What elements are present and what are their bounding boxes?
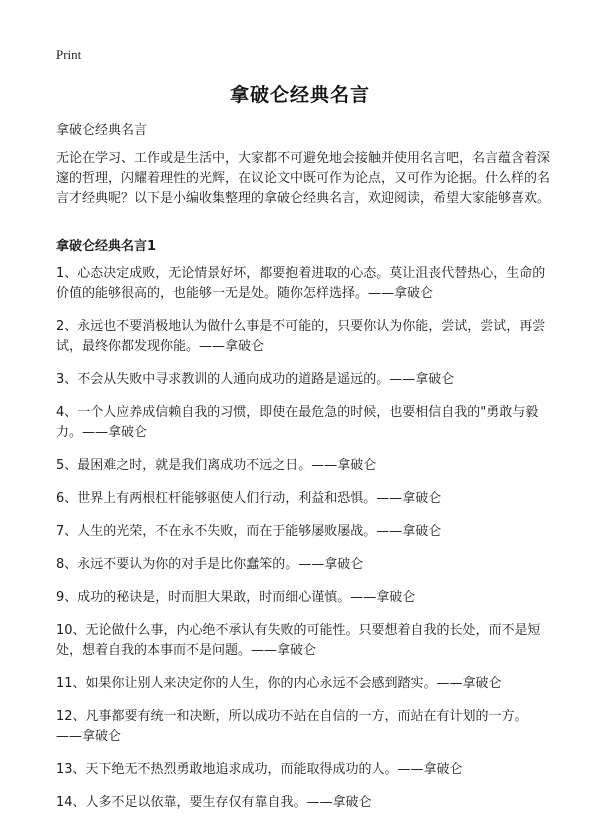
quote-list (56, 264, 552, 826)
quote-item: 2、永远也不要消极地认为做什么事是不可能的，只要你认为你能，尝试，尝试，再尝试，最终你都发现你能。——拿破仑 (56, 319, 546, 354)
quote-item: 5、最困难之时，就是我们离成功不远之日。——拿破仑 (56, 458, 377, 473)
quote-item: 3、不会从失败中寻求教训的人通向成功的道路是遥远的。——拿破仑 (56, 372, 455, 387)
quote-item: 7、人生的光荣，不在永不失败，而在于能够屡败屡战。——拿破仑 (56, 524, 442, 539)
quote-item: 4、一个人应养成信赖自我的习惯，即使在最危急的时候，也要相信自我的"勇敢与毅力。——拿破仑 (56, 405, 539, 440)
quote-item: 8、永远不要认为你的对手是比你蠢笨的。——拿破仑 (56, 557, 364, 572)
quote-item: 14、人多不足以依靠，要生存仅有靠自我。——拿破仑 (56, 795, 372, 810)
quote-item: 13、天下绝无不热烈勇敢地追求成功，而能取得成功的人。——拿破仑 (56, 762, 463, 777)
quote-item: 9、成功的秘诀是，时而胆大果敢，时而细心谨慎。——拿破仑 (56, 590, 416, 605)
intro-paragraph: 无论在学习、工作或是生活中，大家都不可避免地会接触并使用名言吧，名言蕴含着深邃的哲理，闪耀着理性的光辉，在议论文中既可作为论点，又可作为论据。什么样的名言才经典呢？以下是小编收集整理的拿破仑经典名言，欢迎阅读，希望大家能够喜欢。 (56, 151, 551, 206)
article-subtitle: 拿破仑经典名言 (56, 123, 148, 138)
quote-item: 10、无论做什么事，内心绝不承认有失败的可能性。只要想着自我的长处，而不是短处，想着自我的本事而不是问题。——拿破仑 (56, 623, 541, 658)
print-link[interactable]: Print (56, 47, 82, 62)
quote-item: 11、如果你让别人来决定你的人生，你的内心永远不会感到踏实。——拿破仑 (56, 676, 502, 691)
quote-item: 1、心态决定成败，无论情景好坏，都要抱着进取的心态。莫让沮丧代替热心，生命的价值的能够很高的，也能够一无是处。随你怎样选择。——拿破仑 (56, 266, 546, 301)
quote-item: 12、凡事都要有统一和决断，所以成功不站在自信的一方，而站在有计划的一方。——拿破仑 (56, 709, 528, 744)
section-heading: 拿破仑经典名言1 (56, 239, 157, 254)
page-title: 拿破仑经典名言 (229, 84, 370, 106)
quote-item: 6、世界上有两根杠杆能够驱使人们行动，利益和恐惧。——拿破仑 (56, 491, 442, 506)
